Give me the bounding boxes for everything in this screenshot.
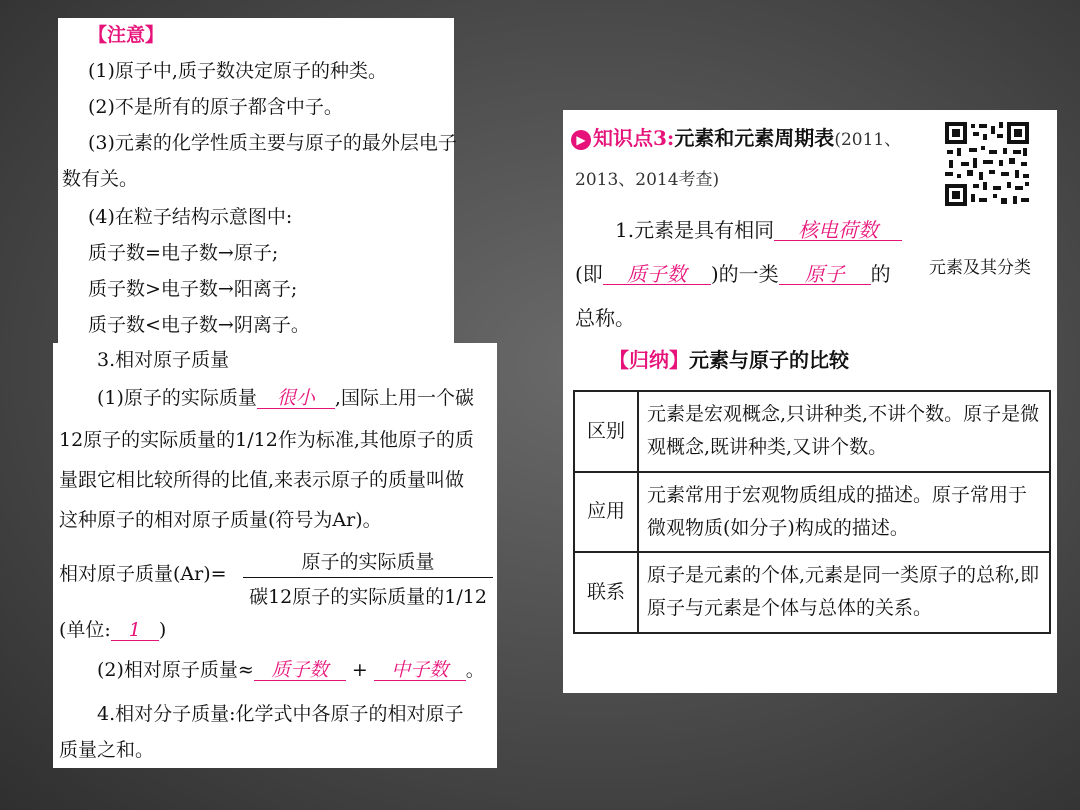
- mass-fraction: [243, 547, 493, 609]
- note-line-7: 质子数<电子数→阴离子。: [88, 314, 310, 336]
- approx-line: [97, 661, 485, 681]
- note-line-2: (2)不是所有的原子都含中子。: [88, 96, 343, 118]
- unit-post: ): [158, 619, 167, 641]
- s1-pre: 1.元素是具有相同: [615, 218, 775, 242]
- elements-panel: [563, 110, 1057, 693]
- paragraph-line-3: 量跟它相比较所得的比值,来表示原子的质量叫做: [59, 469, 465, 491]
- definition-line-3: 总称。: [575, 306, 635, 330]
- answer-blank-nuclear-charge: 核电荷数: [774, 220, 902, 241]
- section-heading: 3.相对原子质量: [97, 349, 230, 371]
- row-text-application: 元素常用于宏观物质组成的描述。原子常用于微观物质(如分子)构成的描述。: [638, 472, 1050, 553]
- summary-tag: 【归纳】: [609, 348, 689, 372]
- s2-pre: (即: [575, 262, 603, 286]
- table-row: [574, 472, 1050, 553]
- qr-code-icon[interactable]: [943, 120, 1031, 238]
- note-line-1: (1)原子中,质子数决定原子的种类。: [88, 60, 387, 82]
- paragraph-line-4: 这种原子的相对原子质量(符号为Ar)。: [59, 509, 382, 531]
- unit-line: [59, 621, 166, 641]
- paragraph-line-7: 质量之和。: [59, 739, 155, 761]
- answer-blank-neutrons: 中子数: [374, 661, 466, 681]
- note-panel: [58, 18, 457, 348]
- kp-years-a: (2011、: [834, 130, 902, 150]
- note-line-4: (4)在粒子结构示意图中:: [88, 206, 293, 228]
- summary-heading: [609, 350, 849, 370]
- p1-pre: (1)原子的实际质量: [97, 387, 257, 409]
- fraction-denominator: 碳12原子的实际质量的1/12: [249, 586, 487, 608]
- note-line-6: 质子数>电子数→阳离子;: [88, 278, 298, 300]
- note-line-3b: 数有关。: [62, 168, 139, 190]
- approx-pre: (2)相对原子质量≈: [97, 659, 254, 681]
- answer-blank-proton-number: 质子数: [603, 264, 711, 285]
- fraction-numerator: 原子的实际质量: [243, 547, 493, 578]
- definition-line-1: [615, 220, 902, 241]
- plus-sign: +: [351, 659, 368, 681]
- row-text-difference: 元素是宏观概念,只讲种类,不讲个数。原子是微观概念,既讲种类,又讲个数。: [638, 391, 1050, 472]
- row-head-relation: 联系: [574, 552, 638, 633]
- relative-mass-panel: [53, 343, 497, 768]
- s2-post: 的: [870, 262, 891, 286]
- row-text-relation: 原子是元素的个体,元素是同一类原子的总称,即原子与元素是个体与总体的关系。: [638, 552, 1050, 633]
- paragraph-line-1: [97, 389, 474, 409]
- s2-mid: )的一类: [710, 262, 779, 286]
- answer-blank-unit: 1: [111, 621, 159, 641]
- paragraph-line-6: 4.相对分子质量:化学式中各原子的相对原子: [97, 703, 464, 725]
- kp-title: 元素和元素周期表: [674, 126, 835, 150]
- comparison-table: [573, 390, 1051, 634]
- qr-caption: 元素及其分类: [929, 258, 1031, 278]
- note-line-3a: (3)元素的化学性质主要与原子的最外层电子: [88, 132, 457, 154]
- answer-blank-very-small: 很小: [257, 389, 335, 409]
- table-row: [574, 391, 1050, 472]
- approx-post: 。: [465, 659, 485, 681]
- table-row: [574, 552, 1050, 633]
- formula-label: 相对原子质量(Ar)=: [59, 563, 227, 585]
- kp-label: 知识点3:: [593, 126, 675, 150]
- paragraph-line-2: 12原子的实际质量的1/12作为标准,其他原子的质: [59, 429, 474, 451]
- p1-post: ,国际上用一个碳: [334, 387, 474, 409]
- row-head-application: 应用: [574, 472, 638, 553]
- knowledge-point-heading: [571, 128, 901, 150]
- answer-blank-atom: 原子: [779, 264, 871, 285]
- kp-years-b: 2013、2014考查): [575, 170, 720, 190]
- play-icon: ▶: [571, 130, 591, 150]
- unit-pre: (单位:: [59, 619, 111, 641]
- note-line-5: 质子数=电子数→原子;: [88, 242, 279, 264]
- definition-line-2: [575, 264, 891, 285]
- answer-blank-protons: 质子数: [254, 661, 346, 681]
- row-head-difference: 区别: [574, 391, 638, 472]
- summary-title: 元素与原子的比较: [689, 348, 849, 372]
- note-tag: 【注意】: [88, 24, 165, 46]
